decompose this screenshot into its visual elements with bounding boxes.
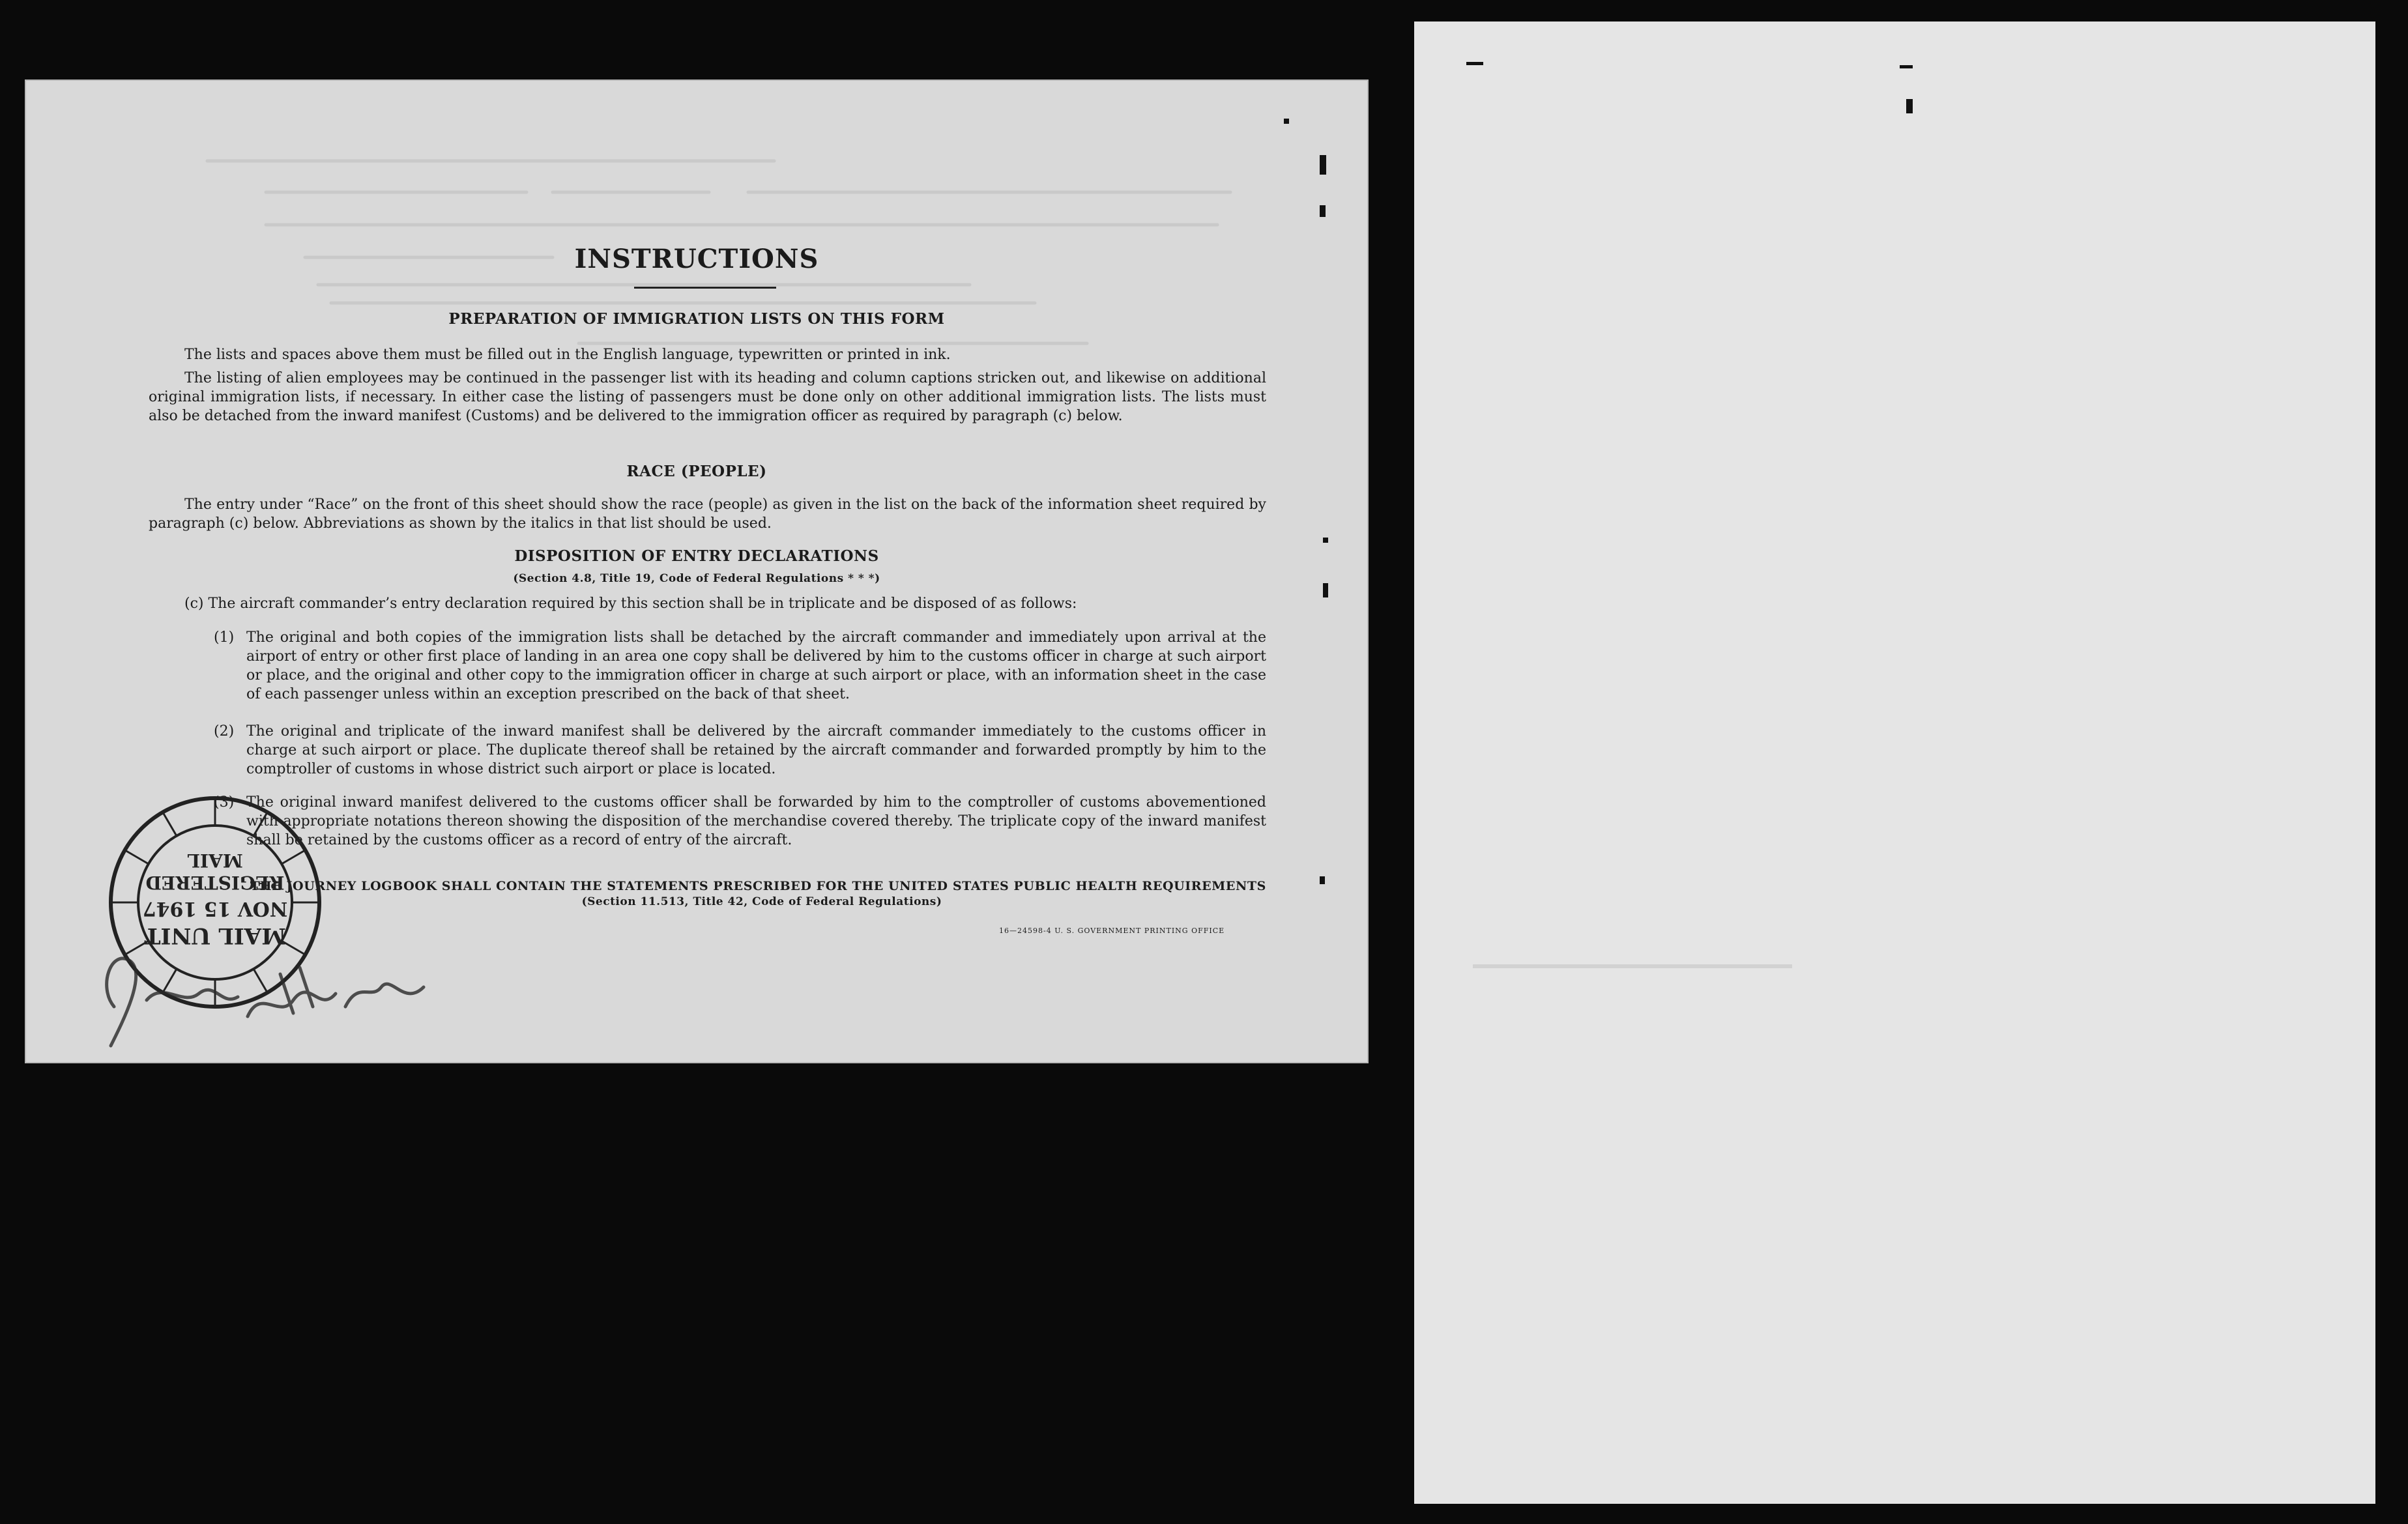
logbook-subheading: (Section 11.513, Title 42, Code of Federal Regulations) (581, 895, 942, 908)
disposition-intro: (c) The aircraft commander’s entry declaration required by this section shall be in triplicate and be disposed of as follows: (184, 596, 1077, 612)
disposition-heading: DISPOSITION OF ENTRY DECLARATIONS (514, 547, 879, 565)
item-number: (1) (214, 629, 235, 646)
edge-speck (1906, 99, 1913, 113)
edge-speck (1466, 62, 1483, 65)
item-number: (3) (214, 794, 235, 811)
list-item (214, 722, 1266, 779)
prep-paragraph-1: The lists and spaces above them must be filled out in the English language, typewritten or printed in ink. (184, 347, 951, 363)
edge-speck (1323, 538, 1328, 543)
handwritten-signature (85, 909, 450, 1059)
edge-speck (1284, 119, 1289, 124)
item-text: The original and triplicate of the inward manifest shall be delivered by the aircraft commander immediately to the customs officer in charge at such airport or place. The duplicate thereof shall be retained by the aircraft commander and forwarded promptly by him to the comptroller of customs in whose district such airport or place is located. (246, 723, 1266, 777)
page-title: INSTRUCTIONS (574, 244, 819, 274)
title-underline (634, 287, 776, 289)
edge-speck (1320, 155, 1326, 175)
edge-speck (1323, 583, 1328, 597)
disposition-subheading: (Section 4.8, Title 19, Code of Federal Regulations * * *) (513, 572, 880, 585)
race-heading: RACE (PEOPLE) (626, 463, 767, 480)
printing-office-reference: 16—24598-4 U. S. GOVERNMENT PRINTING OFFICE (999, 927, 1225, 935)
prep-heading: PREPARATION OF IMMIGRATION LISTS ON THIS FORM (448, 310, 945, 328)
prep-paragraph-2: The listing of alien employees may be continued in the passenger list with its heading and column captions stricken out, and likewise on additional original immigration lists, if necessary. In either case the listing of passengers must be done only on other additional immigration lists. The lists must also be detached from the inward manifest (Customs) and be delivered to the immigration officer as required by paragraph (c) below. (149, 370, 1266, 424)
stamp-line-3: REGISTERED (145, 872, 285, 893)
race-paragraph: The entry under “Race” on the front of this sheet should show the race (people) as given in the list on the back of the information sheet required by paragraph (c) below. Abbreviations as shown by the italics in that list should be used. (149, 496, 1266, 532)
item-text: The original and both copies of the immigration lists shall be detached by the aircraft commander and immediately upon arrival at the airport of entry or other first place of landing in an area one copy shall be delivered by him to the customs officer in charge at such airport or place, and the original and other copy to the immigration officer in charge at such airport or place, with an information sheet in the case of each passenger unless within an exception prescribed on the back of that sheet. (246, 629, 1266, 702)
item-number: (2) (214, 723, 235, 740)
faint-bleed-mark (1466, 953, 1805, 979)
edge-speck (1320, 876, 1325, 884)
stamp-line-1: MAIL UNIT (144, 923, 286, 949)
list-item (214, 793, 1266, 850)
item-text: The original inward manifest delivered to the customs officer shall be forwarded by him to the comptroller of customs abovementioned with appropriate notations thereon showing the disposition of the merchandise covered thereby. The triplicate copy of the inward manifest shall be retained by the customs officer as a record of entry of the aircraft. (246, 794, 1266, 848)
logbook-heading: THE JOURNEY LOGBOOK SHALL CONTAIN THE STATEMENTS PRESCRIBED FOR THE UNITED STATES PUBLIC HEALTH REQUIREMENTS (250, 879, 1266, 893)
edge-speck (1900, 65, 1913, 68)
blank-reverse-sheet (1414, 22, 2375, 1504)
stamp-line-4: MAIL (187, 850, 243, 871)
stamp-line-2: NOV 15 1947 (142, 897, 288, 920)
edge-speck (1320, 205, 1326, 217)
list-item (214, 628, 1266, 704)
